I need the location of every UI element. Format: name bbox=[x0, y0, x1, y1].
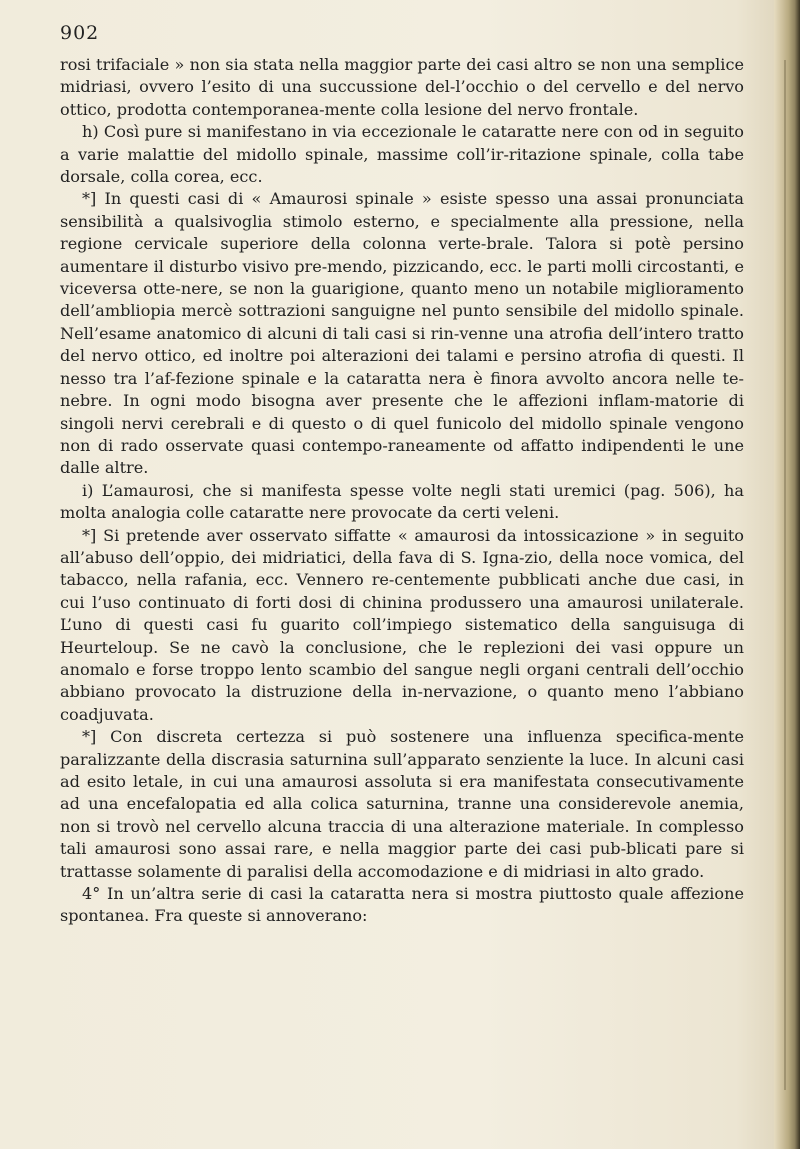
paragraph-amaurosi-spinale: *] In questi casi di « Amaurosi spinale » esiste spesso una assai pronunciata sensibilità a qualsivoglia stimolo esterno, e specialmente alla pressione, nella regione cervicale superiore della colonna verte-brale. Talora si potè persino aumentare il disturbo visivo pre-mendo, pizzicando, ecc. le parti molli circostanti, e viceversa otte-nere, se non la guarigione, quanto meno un notabile miglioramento dell’ambliopia mercè sottrazioni sanguigne nel punto sensibile del midollo spinale. Nell’esame anatomico di alcuni di tali casi si rin-venne una atrofia dell’intero tratto del nervo ottico, ed inoltre poi alterazioni dei talami e persino atrofia di questi. Il nesso tra l’af-fezione spinale e la cataratta nera è finora avvolto ancora nelle te-nebre. In ogni modo bisogna aver presente che le affezioni inflam-matorie di singoli nervi cerebrali e di questo o di quel funicolo del midollo spinale vengono non di rado osservate quasi contempo-raneamente od affatto indipendenti le une dalle altre. bbox=[60, 189, 744, 478]
paragraph-intossicazione: *] Si pretende aver osservato siffatte « amaurosi da intossicazione » in seguito all’abuso dell’oppio, dei midriatici, della fava di S. Igna-zio, della noce vomica, del tabacco, nella rafania, ecc. Vennero re-centemente pubblicati anche due casi, in cui l’uso continuato di forti dosi di chinina produssero una amaurosi unilaterale. L’uno di questi casi fu guarito coll’impiego sistematico della sanguisuga di Heurteloup. Se ne cavò la conclusione, che le replezioni dei vasi oppure un anomalo e forse troppo lento scambio del sangue negli organi centrali dell’occhio abbiano provocato la distruzione della in-nervazione, o quanto meno l’abbiano coadjuvata. bbox=[60, 525, 744, 724]
paragraph-i: i) L’amaurosi, che si manifesta spesse volte negli stati uremici (pag. 506), ha molta analogia colle cataratte nere provocate da certi veleni. bbox=[60, 480, 744, 523]
page-edge-line bbox=[784, 60, 786, 1090]
body-text bbox=[60, 54, 744, 928]
paragraph-4: 4° In un’altra serie di casi la cataratta nera si mostra piuttosto quale affezione spontanea. Fra queste si annoverano: bbox=[60, 884, 744, 926]
paragraph-h: h) Così pure si manifestano in via eccezionale le cataratte nere con od in seguito a varie malattie del midollo spinale, massime coll’ir-ritazione spinale, colla tabe dorsale, colla corea, ecc. bbox=[60, 122, 744, 187]
page-number: 902 bbox=[60, 22, 100, 44]
page-edge-shadow bbox=[774, 0, 800, 1149]
paragraph-continuation: rosi trifaciale » non sia stata nella maggior parte dei casi altro se non una semplice midriasi, ovvero l’esito di una succussione del-l’occhio o del cervello e del nervo ottico, prodotta contemporanea-mente colla lesione del nervo frontale. bbox=[60, 55, 744, 119]
paragraph-saturnina: *] Con discreta certezza si può sostenere una influenza specifica-mente paralizzante della discrasia saturnina sull’apparato senziente la luce. In alcuni casi ad esito letale, in cui una amaurosi assoluta si era manifestata consecutivamente ad una encefalopatia ed alla colica saturnina, tranne una considerevole anemia, non si trovò nel cervello alcuna traccia di una alterazione materiale. In complesso tali amaurosi sono assai rare, e nella maggior parte dei casi pub-blicati pare si trattasse solamente di paralisi della accomodazione e di midriasi in alto grado. bbox=[60, 727, 744, 881]
